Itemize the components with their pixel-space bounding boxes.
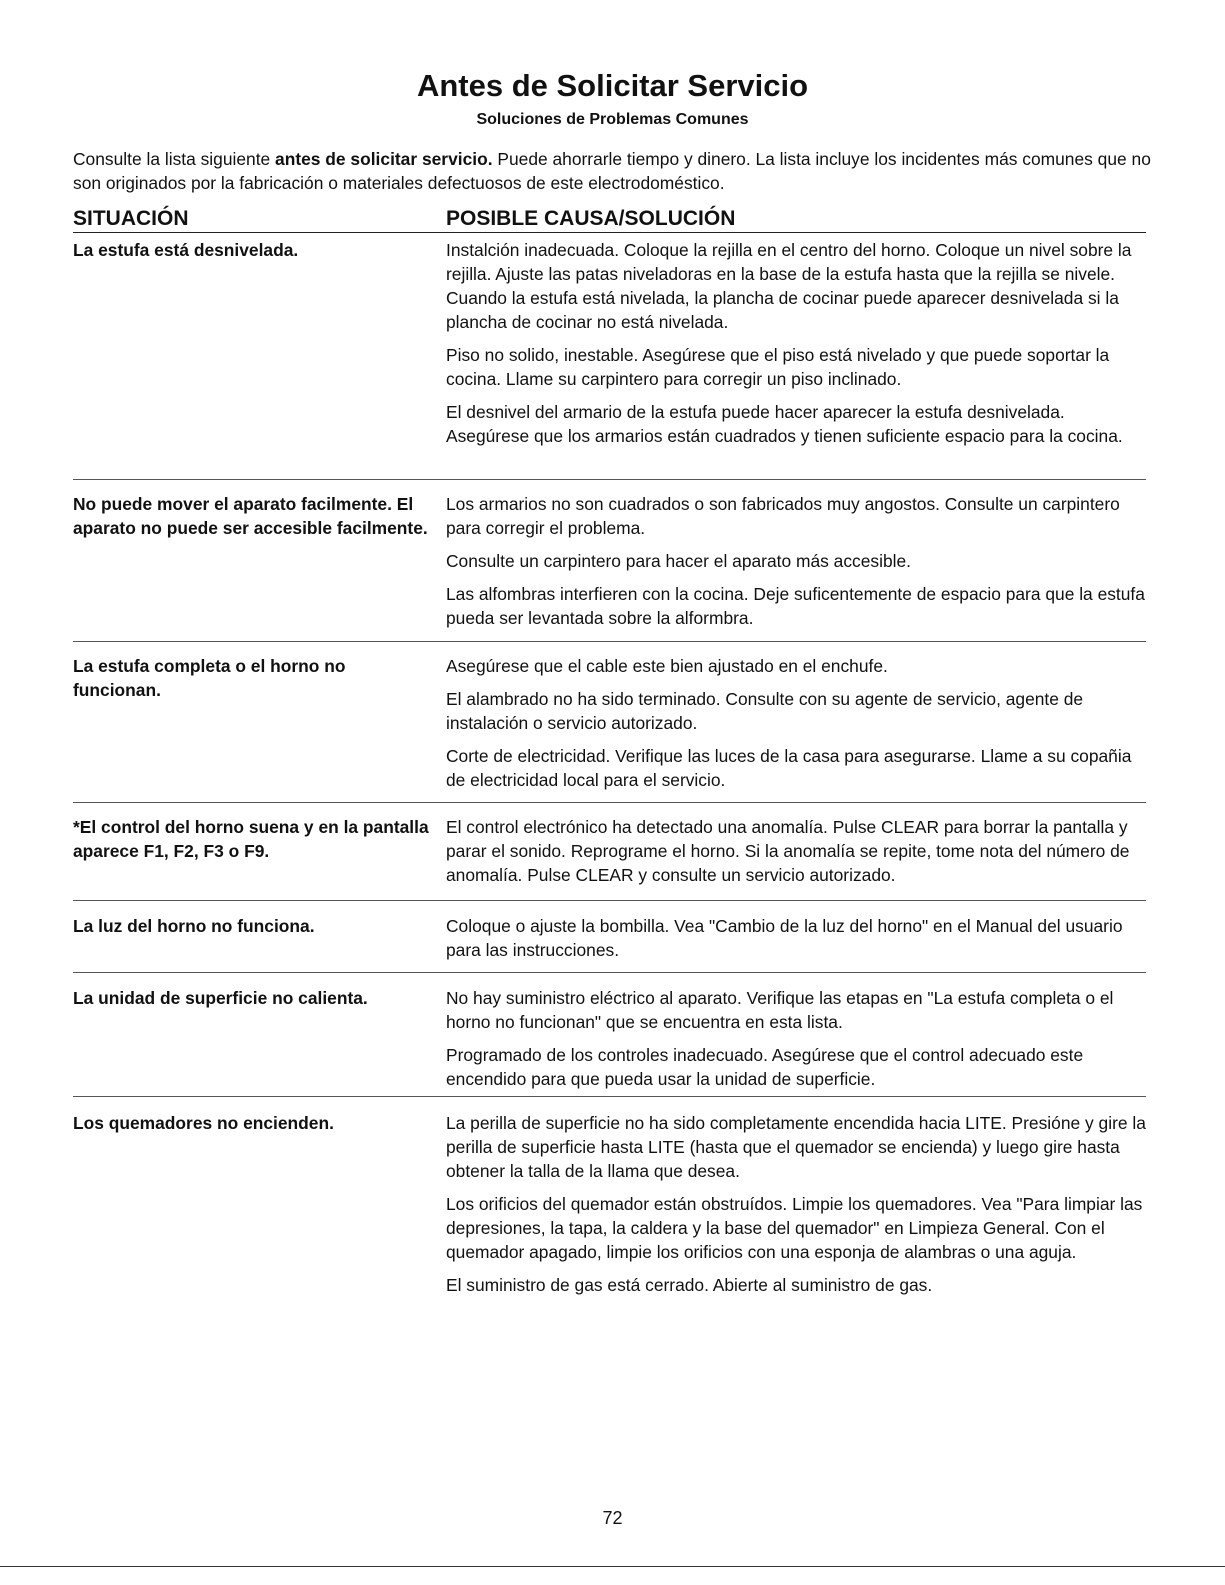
cause-list (446, 492, 1146, 639)
cause-solution-text: Programado de los controles inadecuado. Asegúrese que el control adecuado este encendido para que pueda usar la unidad de superficie. (446, 1045, 1084, 1089)
cause-solution-text: La perilla de superficie no ha sido completamente encendida hacia LITE. Presióne y gire la perilla de superficie hasta LITE (hasta que el quemador se encienda) y luego gire hasta obtener la talla de la llama que desea. (446, 1113, 1146, 1181)
cause-solution-text: El alambrado no ha sido terminado. Consulte con su agente de servicio, agente de instalación o servicio autorizado. (446, 689, 1084, 733)
cause-solution-text: El control electrónico ha detectado una anomalía. Pulse CLEAR para borrar la pantalla y parar el sonido. Reprograme el horno. Si la anomalía se repite, tome nota del número de anomalía. Pulse CLEAR y consulte un servicio autorizado. (446, 817, 1130, 885)
cause-solution-text: El suministro de gas está cerrado. Abierte al suministro de gas. (446, 1275, 933, 1295)
intro-text-start: Consulte la lista siguiente (73, 149, 276, 169)
cause-solution-text: No hay suministro eléctrico al aparato. Verifique las etapas en "La estufa completa o el horno no funcionan" que se encuentra en esta lista. (446, 988, 1114, 1032)
cause-list (446, 1111, 1146, 1306)
cause-solution-text: Coloque o ajuste la bombilla. Vea "Cambio de la luz del horno" en el Manual del usuario para las instrucciones. (446, 916, 1123, 960)
cause-list (446, 986, 1146, 1100)
column-heading-cause: POSIBLE CAUSA/SOLUCIÓN (446, 207, 736, 230)
situation-text: La estufa está desnivelada. (73, 240, 299, 260)
situation-text: La luz del horno no funciona. (73, 916, 315, 936)
cause-solution-text: Los orificios del quemador están obstruídos. Limpie los quemadores. Vea "Para limpiar las depresiones, la tapa, la caldera y la base del quemador" en Limpieza General. Con el quemador apagado, limpie los orificios con una esponja de alambras o una aguja. (446, 1194, 1143, 1262)
page-title: Antes de Solicitar Servicio (416, 68, 809, 103)
row-divider (73, 900, 1146, 901)
situation-text: *El control del horno suena y en la pantalla aparece F1, F2, F3 o F9. (73, 817, 429, 861)
situation-text: No puede mover el aparato facilmente. El aparato no puede ser accesible facilmente. (73, 494, 428, 538)
cause-solution-text: Consulte un carpintero para hacer el aparato más accesible. (446, 551, 911, 571)
cause-solution-text: El desnivel del armario de la estufa puede hacer aparecer la estufa desnivelada. Asegúrese que los armarios están cuadrados y tienen suficiente espacio para la cocina. (446, 402, 1123, 446)
row-divider (73, 972, 1146, 973)
situation-text: La unidad de superficie no calienta. (73, 988, 368, 1008)
cause-list (446, 815, 1146, 896)
row-divider (73, 641, 1146, 642)
intro-text-end: Puede ahorrarle tiempo y dinero. La lista incluye los incidentes más comunes que no son originados por la fabricación o materiales defectuosos de este electrodoméstico. (73, 149, 1151, 193)
cause-solution-text: Corte de electricidad. Verifique las luces de la casa para asegurarse. Llame a su copañia de electricidad local para el servicio. (446, 746, 1132, 790)
cause-solution-text: Los armarios no son cuadrados o son fabricados muy angostos. Consulte un carpintero para corregir el problema. (446, 494, 1120, 538)
situation-text: La estufa completa o el horno no funcionan. (73, 656, 346, 700)
situation-text: Los quemadores no encienden. (73, 1113, 334, 1133)
page-bottom-edge (0, 1566, 1225, 1567)
row-divider (73, 802, 1146, 803)
intro-paragraph (73, 147, 1153, 195)
row-divider (73, 479, 1146, 480)
page-number: 72 (602, 1508, 623, 1528)
column-heading-situation: SITUACIÓN (73, 207, 189, 230)
cause-list (446, 238, 1146, 457)
heading-divider (73, 232, 1146, 233)
cause-solution-text: Piso no solido, inestable. Asegúrese que el piso está nivelado y que puede soportar la cocina. Llame su carpintero para corregir un piso inclinado. (446, 345, 1110, 389)
cause-list (446, 914, 1146, 971)
cause-list (446, 654, 1146, 801)
cause-solution-text: Instalción inadecuada. Coloque la rejilla en el centro del horno. Coloque un nivel sobre la rejilla. Ajuste las patas niveladoras en la base de la estufa hasta que la rejilla se nivele. Cuando la estufa está nivelada, la plancha de cocinar puede aparecer desnivelada si la plancha de cocinar no está nivelada. (446, 240, 1132, 332)
cause-solution-text: Asegúrese que el cable este bien ajustado en el enchufe. (446, 656, 888, 676)
row-divider (73, 1096, 1146, 1097)
page-subtitle: Soluciones de Problemas Comunes (476, 111, 749, 128)
intro-text-bold: antes de solicitar servicio. (275, 149, 493, 169)
cause-solution-text: Las alfombras interfieren con la cocina. Deje suficentemente de espacio para que la estufa pueda ser levantada sobre la alformbra. (446, 584, 1145, 628)
